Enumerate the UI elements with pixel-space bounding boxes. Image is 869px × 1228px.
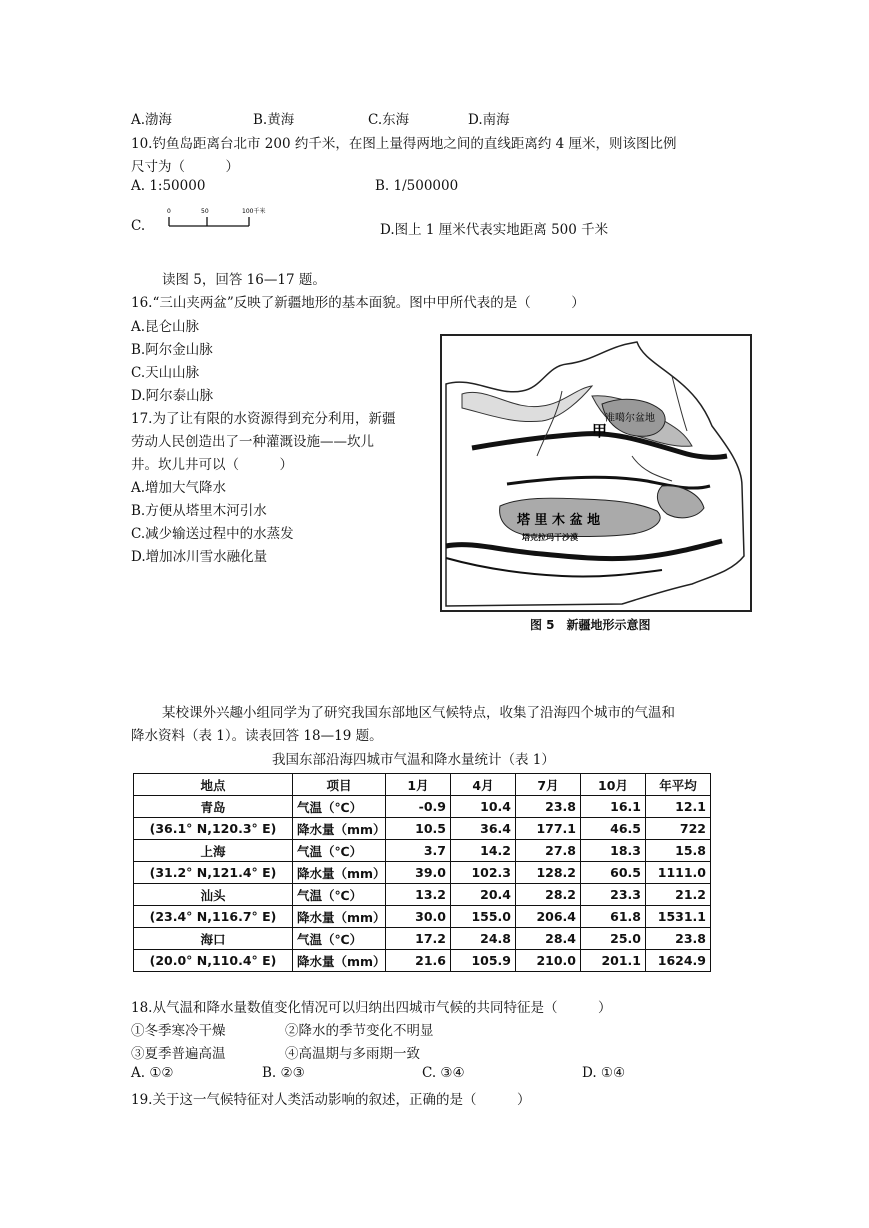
q19-stem: 19.关于这一气候特征对人类活动影响的叙述，正确的是（ ） bbox=[131, 1092, 531, 1108]
q18-option-b: B. ②③ bbox=[262, 1065, 305, 1081]
cell: 1531.1 bbox=[646, 906, 711, 928]
q17-stem-line1: 17.为了让有限的水资源得到充分利用，新疆 bbox=[131, 411, 396, 427]
city-coord: (23.4° N,116.7° E) bbox=[134, 906, 293, 928]
q16-17-intro: 读图 5，回答 16—17 题。 bbox=[162, 272, 326, 288]
row-label-precip: 降水量（mm） bbox=[293, 906, 386, 928]
cell: 17.2 bbox=[386, 928, 451, 950]
q10-option-c: C. bbox=[131, 218, 146, 234]
q18-statement-4: ④高温期与多雨期一致 bbox=[285, 1046, 420, 1062]
row-label-temp: 气温（℃） bbox=[293, 928, 386, 950]
q18-statement-1: ①冬季寒冷干燥 bbox=[131, 1023, 226, 1039]
cell: 21.6 bbox=[386, 950, 451, 972]
q9-option-d: D.南海 bbox=[468, 112, 510, 128]
city-coord: (20.0° N,110.4° E) bbox=[134, 950, 293, 972]
city-name: 青岛 bbox=[134, 796, 293, 818]
q16-option-c: C.天山山脉 bbox=[131, 365, 200, 381]
q9-option-c: C.东海 bbox=[368, 112, 410, 128]
figure5-caption: 图 5 新疆地形示意图 bbox=[530, 618, 651, 632]
cell: 155.0 bbox=[451, 906, 516, 928]
q18-statement-3: ③夏季普遍高温 bbox=[131, 1046, 226, 1062]
label-jia: 甲 bbox=[592, 422, 608, 440]
label-junggar-basin: 准噶尔盆地 bbox=[605, 413, 655, 424]
cell: 30.0 bbox=[386, 906, 451, 928]
q17-stem-line2: 劳动人民创造出了一种灌溉设施——坎儿 bbox=[131, 434, 374, 450]
header-jan: 1月 bbox=[386, 774, 451, 796]
cell: 12.1 bbox=[646, 796, 711, 818]
cell: 128.2 bbox=[516, 862, 581, 884]
cell: 14.2 bbox=[451, 840, 516, 862]
cell: 39.0 bbox=[386, 862, 451, 884]
cell: 27.8 bbox=[516, 840, 581, 862]
q10-option-d: D.图上 1 厘米代表实地距离 500 千米 bbox=[380, 222, 609, 238]
cell: 722 bbox=[646, 818, 711, 840]
header-item: 项目 bbox=[293, 774, 386, 796]
q18-19-intro-line1: 某校课外兴趣小组同学为了研究我国东部地区气候特点，收集了沿海四个城市的气温和 bbox=[162, 705, 675, 721]
q18-option-c: C. ③④ bbox=[422, 1065, 465, 1081]
table-row bbox=[134, 796, 711, 818]
scale-label-0: 0 bbox=[167, 208, 171, 215]
q10-stem-line1: 10.钓鱼岛距离台北市 200 约千米，在图上量得两地之间的直线距离约 4 厘米，则该图比例 bbox=[131, 136, 677, 152]
cell: 25.0 bbox=[581, 928, 646, 950]
scale-label-50: 50 bbox=[201, 208, 209, 215]
cell: 1111.0 bbox=[646, 862, 711, 884]
table-row bbox=[134, 906, 711, 928]
cell: 23.8 bbox=[646, 928, 711, 950]
xinjiang-terrain-map bbox=[440, 334, 752, 612]
city-coord: (36.1° N,120.3° E) bbox=[134, 818, 293, 840]
cell: 10.4 bbox=[451, 796, 516, 818]
cell: 18.3 bbox=[581, 840, 646, 862]
header-place: 地点 bbox=[134, 774, 293, 796]
cell: 46.5 bbox=[581, 818, 646, 840]
cell: 15.8 bbox=[646, 840, 711, 862]
row-label-precip: 降水量（mm） bbox=[293, 950, 386, 972]
cell: 28.2 bbox=[516, 884, 581, 906]
row-label-temp: 气温（℃） bbox=[293, 840, 386, 862]
label-tarim-basin: 塔 里 木 盆 地 bbox=[517, 513, 601, 528]
cell: 105.9 bbox=[451, 950, 516, 972]
city-name: 海口 bbox=[134, 928, 293, 950]
cell: 28.4 bbox=[516, 928, 581, 950]
cell: 24.8 bbox=[451, 928, 516, 950]
cell: 177.1 bbox=[516, 818, 581, 840]
table-row bbox=[134, 884, 711, 906]
q18-option-d: D. ①④ bbox=[582, 1065, 626, 1081]
q17-option-d: D.增加冰川雪水融化量 bbox=[131, 549, 268, 565]
q10-stem-line2: 尺寸为（ ） bbox=[131, 159, 239, 175]
q16-option-d: D.阿尔泰山脉 bbox=[131, 388, 214, 404]
city-name: 汕头 bbox=[134, 884, 293, 906]
cell: 21.2 bbox=[646, 884, 711, 906]
row-label-temp: 气温（℃） bbox=[293, 796, 386, 818]
header-apr: 4月 bbox=[451, 774, 516, 796]
cell: 60.5 bbox=[581, 862, 646, 884]
q17-stem-line3: 井。坎儿井可以（ ） bbox=[131, 457, 293, 473]
cell: 1624.9 bbox=[646, 950, 711, 972]
q16-option-a: A.昆仑山脉 bbox=[131, 319, 200, 335]
table-row bbox=[134, 862, 711, 884]
cell: 10.5 bbox=[386, 818, 451, 840]
q18-19-intro-line2: 降水资料（表 1）。读表回答 18—19 题。 bbox=[131, 728, 383, 744]
label-taklimakan: 塔克拉玛干沙漠 bbox=[522, 533, 578, 542]
scale-label-100: 100千米 bbox=[242, 208, 266, 215]
header-annual: 年平均 bbox=[646, 774, 711, 796]
table-row bbox=[134, 840, 711, 862]
q16-stem: 16.“三山夹两盆”反映了新疆地形的基本面貌。图中甲所代表的是（ ） bbox=[131, 295, 585, 311]
cell: 206.4 bbox=[516, 906, 581, 928]
cell: 3.7 bbox=[386, 840, 451, 862]
cell: 13.2 bbox=[386, 884, 451, 906]
q18-option-a: A. ①② bbox=[131, 1065, 174, 1081]
q17-option-b: B.方便从塔里木河引水 bbox=[131, 503, 267, 519]
row-label-temp: 气温（℃） bbox=[293, 884, 386, 906]
q10-option-b: B. 1/500000 bbox=[375, 178, 459, 194]
q9-option-b: B.黄海 bbox=[253, 112, 295, 128]
cell: 210.0 bbox=[516, 950, 581, 972]
row-label-precip: 降水量（mm） bbox=[293, 862, 386, 884]
table-row bbox=[134, 950, 711, 972]
q18-statement-2: ②降水的季节变化不明显 bbox=[285, 1023, 434, 1039]
q17-option-c: C.减少输送过程中的水蒸发 bbox=[131, 526, 294, 542]
scale-bar-figure bbox=[162, 206, 272, 232]
cell: 23.3 bbox=[581, 884, 646, 906]
climate-table bbox=[133, 773, 711, 972]
cell: 23.8 bbox=[516, 796, 581, 818]
cell: 36.4 bbox=[451, 818, 516, 840]
q9-option-a: A.渤海 bbox=[131, 112, 173, 128]
city-coord: (31.2° N,121.4° E) bbox=[134, 862, 293, 884]
table-row bbox=[134, 928, 711, 950]
q10-option-a: A. 1:50000 bbox=[131, 178, 206, 194]
q18-stem: 18.从气温和降水量数值变化情况可以归纳出四城市气候的共同特征是（ ） bbox=[131, 1000, 612, 1016]
table1-title: 我国东部沿海四城市气温和降水量统计（表 1） bbox=[272, 752, 555, 768]
city-name: 上海 bbox=[134, 840, 293, 862]
table-header-row bbox=[134, 774, 711, 796]
cell: 61.8 bbox=[581, 906, 646, 928]
table-row bbox=[134, 818, 711, 840]
cell: 102.3 bbox=[451, 862, 516, 884]
cell: -0.9 bbox=[386, 796, 451, 818]
q16-option-b: B.阿尔金山脉 bbox=[131, 342, 213, 358]
cell: 20.4 bbox=[451, 884, 516, 906]
row-label-precip: 降水量（mm） bbox=[293, 818, 386, 840]
q17-option-a: A.增加大气降水 bbox=[131, 480, 227, 496]
cell: 16.1 bbox=[581, 796, 646, 818]
header-jul: 7月 bbox=[516, 774, 581, 796]
cell: 201.1 bbox=[581, 950, 646, 972]
header-oct: 10月 bbox=[581, 774, 646, 796]
